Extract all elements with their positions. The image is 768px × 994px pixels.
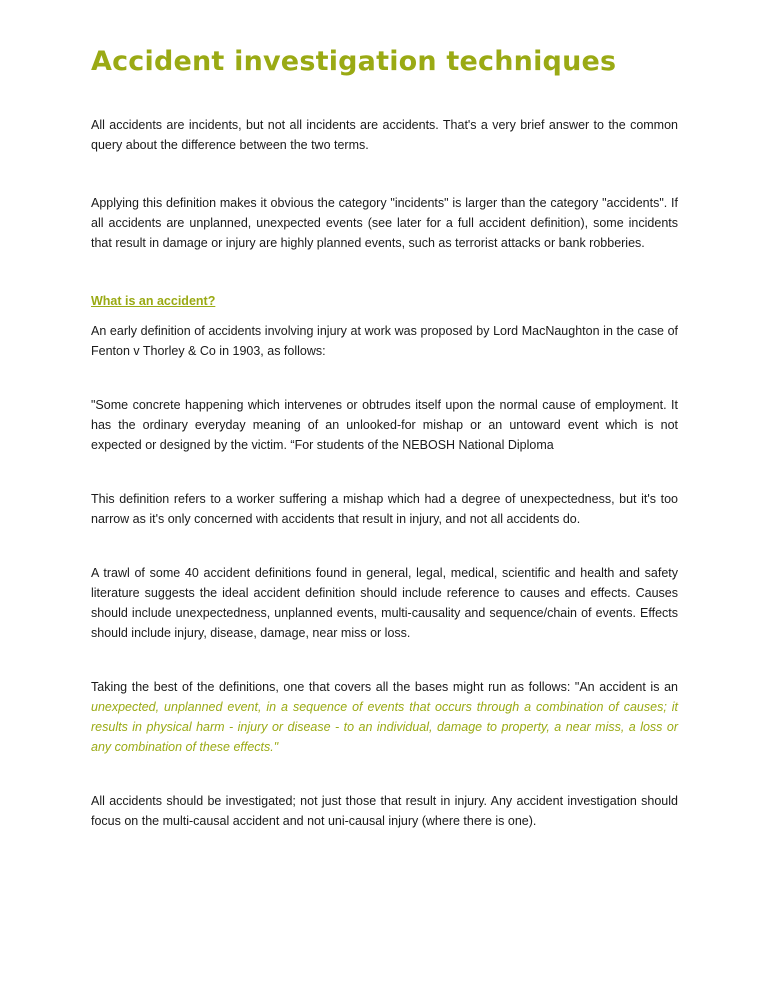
paragraph-macnaughton-quote: "Some concrete happening which intervenes or obtrudes itself upon the normal cause of employment. It has the ordinary everyday meaning of an unlooked-for mishap or an untoward event which is not expected or designed by the victim. “For students of the NEBOSH National Diploma [91,398,678,452]
paragraph-investigation-scope: All accidents should be investigated; not just those that result in injury. Any accident investigation should focus on the multi-causal accident and not uni-causal injury (where there is one). [91,794,678,828]
paragraph-early-definition: An early definition of accidents involving injury at work was proposed by Lord MacNaughton in the case of Fenton v Thorley & Co in 1903, as follows: [91,324,678,358]
paragraph-trawl-of-definitions: A trawl of some 40 accident definitions found in general, legal, medical, scientific and health and safety literature suggests the ideal accident definition should include reference to causes and effects. Causes should include unexpectedness, unplanned events, multi-causality and sequence/chain of events. Effects should include injury, disease, damage, near miss or loss. [91,566,678,640]
document-title: Accident investigation techniques [91,46,617,77]
section-heading-what-is-an-accident: What is an accident? [91,294,216,308]
paragraph-definition-critique: This definition refers to a worker suffering a mishap which had a degree of unexpectedness, but it's too narrow as it's only concerned with accidents that result in injury, and not all accidents do. [91,492,678,526]
best-definition-quote: unexpected, unplanned event, in a sequence of events that occurs through a combination of causes; it results in physical harm - injury or disease - to an individual, damage to property, a near miss, a loss or any combination of these effects." [91,700,678,754]
best-definition-lead: Taking the best of the definitions, one that covers all the bases might run as follows: "An accident is an [91,680,678,694]
paragraph-best-definition [91,677,678,757]
paragraph-category-definition: Applying this definition makes it obvious the category "incidents" is larger than the category "accidents". If all accidents are unplanned, unexpected events (see later for a full accident definition), some incidents that result in damage or injury are highly planned events, such as terrorist attacks or bank robberies. [91,196,678,250]
paragraph-incidents-vs-accidents: All accidents are incidents, but not all incidents are accidents. That's a very brief answer to the common query about the difference between the two terms. [91,118,678,152]
document-page [91,42,678,831]
